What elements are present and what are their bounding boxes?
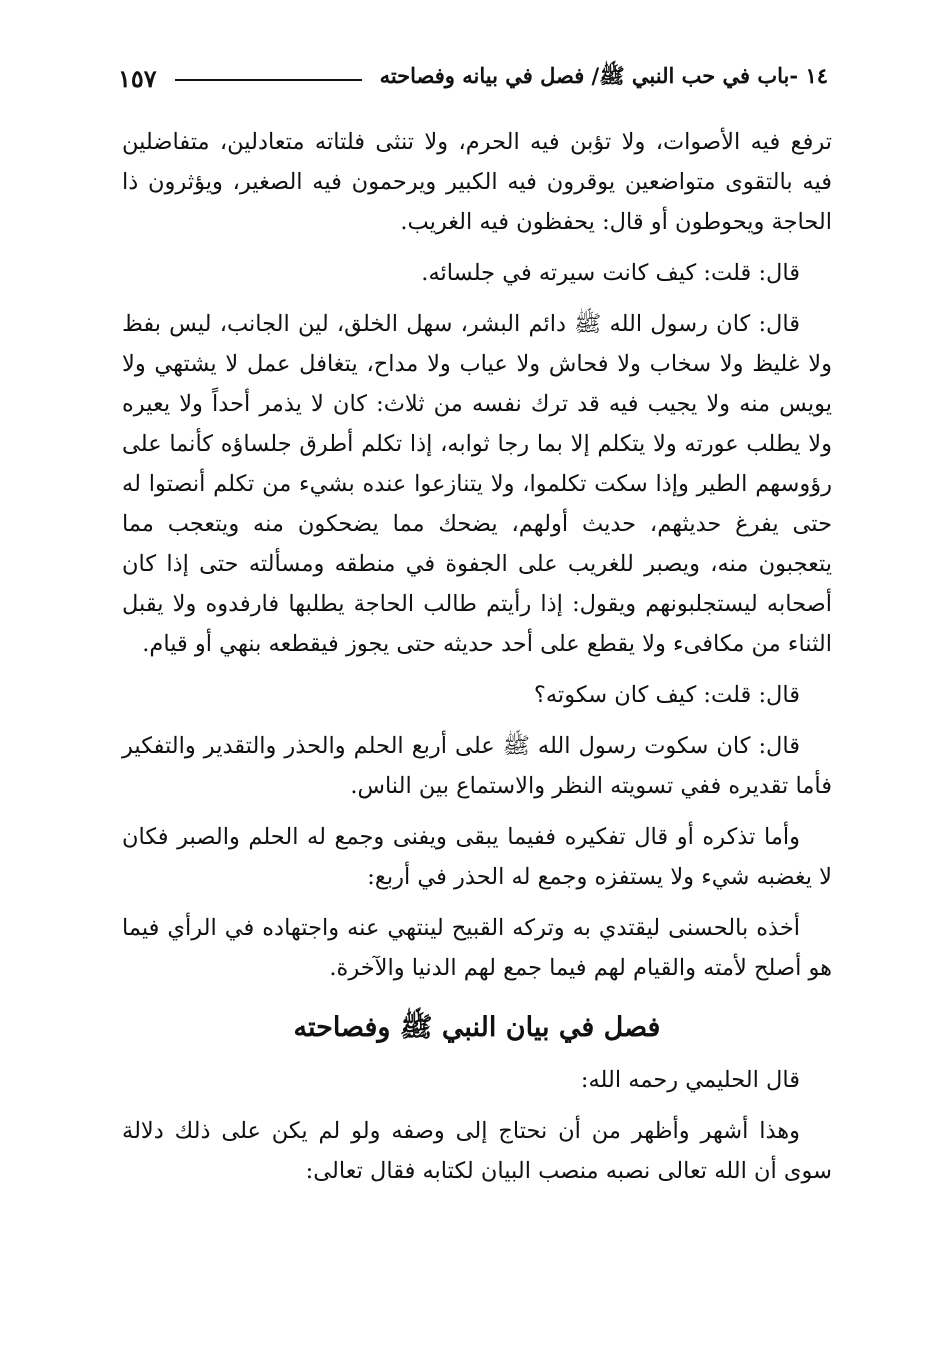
chapter-title: ١٤ -باب في حب النبي ﷺ/ فصل في بيانه وفصاحته [379, 62, 828, 88]
section-attribution: قال الحليمي رحمه الله: [580, 1067, 800, 1093]
section-heading: فصل في بيان النبي ﷺ وفصاحته [293, 1012, 661, 1043]
page-number: ١٥٧ [118, 63, 157, 93]
paragraph: قال: قلت: كيف كانت سيرته في جلسائه. [421, 260, 800, 286]
paragraph: ترفع فيه الأصوات، ولا تؤبن فيه الحرم، ولا تنثى فلتاته متعادلين، متفاضلين فيه بالتقوى متواضعين يوقرون فيه الكبير ويرحمون فيه الصغير، ويؤثرون ذا الحاجة ويحوطون أو قال: يحفظون فيه الغريب. [122, 129, 832, 235]
paragraph: قال: قلت: كيف كان سكوته؟ [533, 682, 800, 708]
paragraph: وأما تذكره أو قال تفكيره ففيما يبقى ويفنى وجمع له الحلم والصبر فكان لا يغضبه شيء ولا يستفزه وجمع له الحذر في أربع: [122, 824, 832, 890]
running-header [118, 58, 828, 98]
paragraph: قال: كان سكوت رسول الله ﷺ على أربع الحلم والحذر والتقدير والتفكير فأما تقديره ففي تسويته النظر والاستماع بين الناس. [122, 733, 832, 799]
page-body [122, 122, 832, 1202]
header-rule [175, 79, 362, 81]
paragraph: قال: كان رسول الله ﷺ دائم البشر، سهل الخلق، لين الجانب، ليس بفظ ولا غليظ ولا سخاب ولا فحاش ولا عياب ولا مداح، يتغافل عمل لا يشتهي ولا يويس منه ولا يجيب فيه قد ترك نفسه من ثلاث: كان لا يذمر أحداً ولا يعيره ولا يطلب عورته ولا يتكلم إلا بما رجا ثوابه، إذا تكلم أطرق جلساؤه كأنما على رؤوسهم الطير وإذا سكت تكلموا، ولا يتنازعوا عنده بشيء من تكلم أنصتوا له حتى يفرغ حديثهم، حديث أولهم، يضحك مما يضحكون منه ويتعجب مما يتعجبون منه، ويصبر للغريب على الجفوة في منطقه ومسألته حتى إذا كان أصحابه ليستجلبونهم ويقول: إذا رأيتم طالب الحاجة يطلبها فارفدوه ولا يقبل الثناء من مكافىء ولا يقطع على أحد حديثه حتى يجوز فيقطعه بنهي أو قيام. [122, 311, 832, 657]
paragraph: أخذه بالحسنى ليقتدي به وتركه القبيح لينتهي عنه واجتهاده في الرأي فيما هو أصلح لأمته والقيام لهم فيما جمع لهم الدنيا والآخرة. [122, 915, 832, 981]
paragraph: وهذا أشهر وأظهر من أن نحتاج إلى وصفه ولو لم يكن على ذلك دلالة سوى أن الله تعالى نصبه منصب البيان لكتابه فقال تعالى: [122, 1118, 832, 1184]
